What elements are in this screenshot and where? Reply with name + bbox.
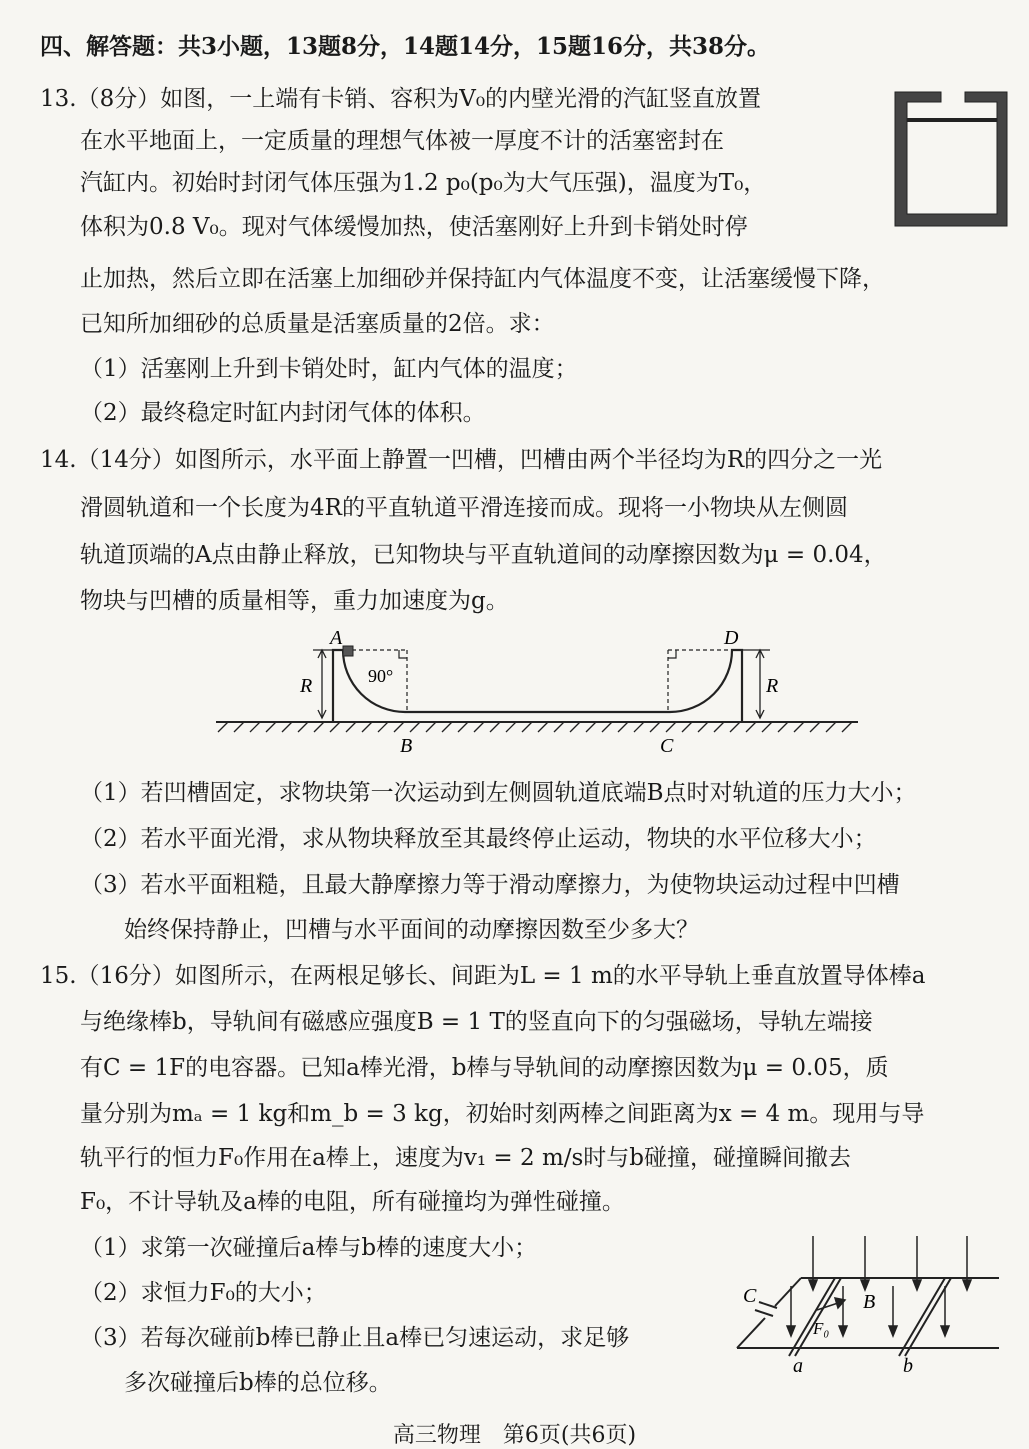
section-header: 四、解答题：共3小题，13题8分，14题14分，15题16分，共38分。	[40, 33, 771, 60]
label-D: D	[724, 628, 739, 649]
label-B: B	[863, 1291, 876, 1313]
q13-line: 体积为0.8 V₀。现对气体缓慢加热，使活塞刚好上升到卡销处时停	[80, 214, 748, 240]
q13-line: 汽缸内。初始时封闭气体压强为1.2 p₀(p₀为大气压强)，温度为T₀，	[80, 170, 767, 196]
angle-label: 90°	[368, 666, 394, 686]
groove-figure	[210, 628, 860, 768]
label-F0: F₀	[813, 1319, 830, 1338]
label-b: b	[903, 1355, 913, 1377]
q15-line: 与绝缘棒b，导轨间有磁感应强度B = 1 T的竖直向下的匀强磁场，导轨左端接	[80, 1009, 873, 1035]
q14-part: （1）若凹槽固定，求物块第一次运动到左侧圆轨道底端B点时对轨道的压力大小；	[80, 780, 917, 806]
page-footer: 高三物理 第6页(共6页)	[392, 1423, 637, 1448]
q14-line: 物块与凹槽的质量相等，重力加速度为g。	[80, 588, 509, 614]
q15-line: 有C = 1F的电容器。已知a棒光滑，b棒与导轨间的动摩擦因数为μ = 0.05，质	[80, 1055, 889, 1081]
q15-part: （1）求第一次碰撞后a棒与b棒的速度大小；	[80, 1235, 538, 1261]
q14-part: （3）若水平面粗糙，且最大静摩擦力等于滑动摩擦力，为使物块运动过程中凹槽	[80, 872, 900, 898]
block-icon	[343, 646, 353, 656]
q14-line: 14.（14分）如图所示，水平面上静置一凹槽，凹槽由两个半径均为R的四分之一光	[40, 447, 883, 473]
label-C: C	[660, 735, 674, 757]
label-A: A	[330, 628, 343, 649]
label-a: a	[793, 1355, 803, 1377]
q14-part: 始终保持静止，凹槽与水平面间的动摩擦因数至少多大？	[124, 917, 699, 943]
q14-line: 滑圆轨道和一个长度为4R的平直轨道平滑连接而成。现将一小物块从左侧圆	[80, 495, 848, 521]
q15-line: 量分别为mₐ = 1 kg和m_b = 3 kg，初始时刻两棒之间距离为x = 4 m。现用与导	[80, 1101, 925, 1127]
label-B: B	[400, 735, 413, 757]
rail-figure	[735, 1230, 1007, 1380]
q15-line: 15.（16分）如图所示，在两根足够长、间距为L = 1 m的水平导轨上垂直放置导体棒a	[40, 963, 926, 989]
q15-part: （3）若每次碰前b棒已静止且a棒已匀速运动，求足够	[80, 1325, 630, 1351]
q13-part: （1）活塞刚上升到卡销处时，缸内气体的温度；	[80, 356, 578, 382]
label-C: C	[743, 1285, 757, 1307]
q15-part: （2）求恒力F₀的大小；	[80, 1280, 327, 1306]
q15-line: 轨平行的恒力F₀作用在a棒上，速度为v₁ = 2 m/s时与b碰撞，碰撞瞬间撤去	[80, 1145, 852, 1171]
label-R-left: R	[300, 675, 313, 697]
q15-line: F₀，不计导轨及a棒的电阻，所有碰撞均为弹性碰撞。	[80, 1189, 625, 1215]
q14-part: （2）若水平面光滑，求从物块释放至其最终停止运动，物块的水平位移大小；	[80, 826, 877, 852]
piston	[907, 118, 997, 122]
q13-line: 已知所加细砂的总质量是活塞质量的2倍。求：	[80, 311, 555, 337]
q13-line: 在水平地面上，一定质量的理想气体被一厚度不计的活塞密封在	[80, 128, 724, 154]
q13-line: 止加热，然后立即在活塞上加细砂并保持缸内气体温度不变，让活塞缓慢下降，	[80, 266, 885, 292]
q13-line: 13.（8分）如图，一上端有卡销、容积为V₀的内壁光滑的汽缸竖直放置	[40, 86, 762, 112]
cylinder-figure	[893, 88, 1009, 238]
q13-part: （2）最终稳定时缸内封闭气体的体积。	[80, 400, 486, 426]
q15-part: 多次碰撞后b棒的总位移。	[124, 1370, 392, 1396]
label-R-right: R	[766, 675, 779, 697]
q14-line: 轨道顶端的A点由静止释放，已知物块与平直轨道间的动摩擦因数为μ = 0.04，	[80, 542, 887, 568]
